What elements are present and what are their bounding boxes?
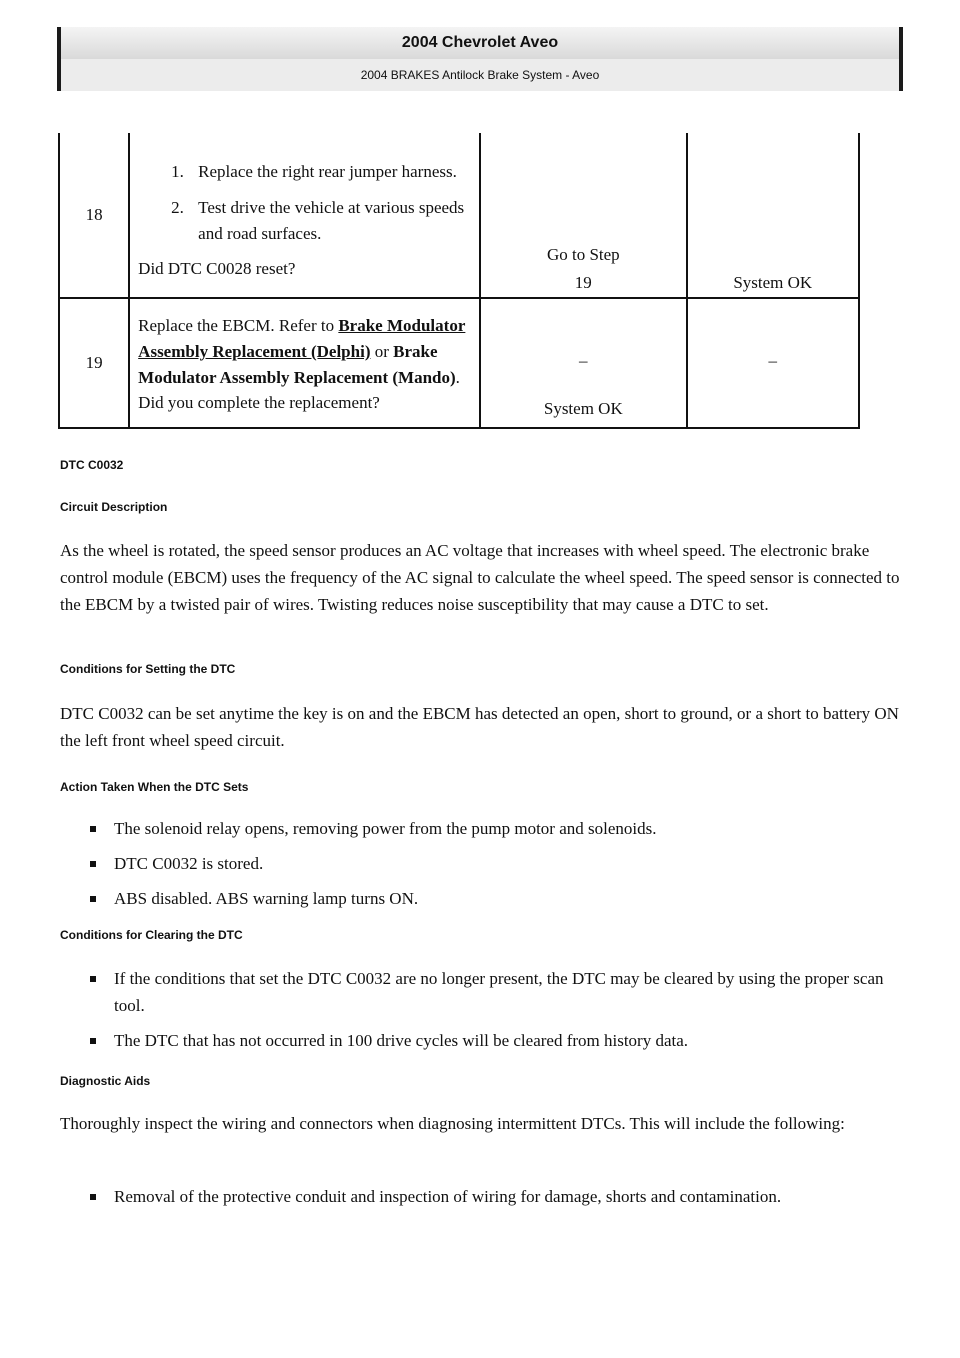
clearing-list	[60, 965, 900, 1054]
aids-list	[60, 1183, 900, 1210]
page-header	[57, 27, 903, 91]
action-list	[60, 815, 900, 912]
list-item: 2. Test drive the vehicle at various speeds and road surfaces.	[188, 195, 479, 247]
yes-value: 19	[574, 273, 592, 292]
no-column	[687, 133, 859, 298]
step-action	[129, 298, 480, 428]
instruction-text: .	[455, 368, 460, 387]
instruction-text: or	[370, 342, 394, 361]
conditions-text: DTC C0032 can be set anytime the key is on and the EBCM has detected an open, short to ground, or a short to battery ON the left front wheel speed circuit.	[60, 704, 899, 750]
yes-column	[480, 133, 687, 298]
conditions-heading: Conditions for Setting the DTC	[60, 662, 236, 676]
go-to-step-heading: Go to Step	[546, 245, 620, 264]
list-item: ABS disabled. ABS warning lamp turns ON.	[60, 885, 900, 912]
instruction-text: Replace the EBCM. Refer to	[138, 316, 339, 335]
list-item: The DTC that has not occurred in 100 drive cycles will be cleared from history data.	[60, 1027, 900, 1054]
clearing-heading: Conditions for Clearing the DTC	[60, 928, 243, 942]
yes-value: –	[579, 351, 588, 370]
no-value: System OK	[733, 273, 813, 292]
step-question: Did DTC C0028 reset?	[138, 259, 296, 278]
circuit-heading: Circuit Description	[60, 500, 168, 514]
mando-link[interactable]: Brake Modulator Assembly Replacement (Mando)	[138, 342, 456, 387]
table-row	[59, 298, 859, 428]
dtc-title: DTC C0032	[60, 458, 124, 472]
aids-text: Thoroughly inspect the wiring and connectors when diagnosing intermittent DTCs. This will include the following:	[60, 1114, 845, 1133]
action-list	[138, 159, 479, 247]
yes-column	[480, 298, 687, 428]
yes-system-ok: System OK	[543, 399, 623, 418]
list-item: If the conditions that set the DTC C0032 are no longer present, the DTC may be cleared by using the proper scan tool.	[60, 965, 900, 1019]
header-subtitle: 2004 BRAKES Antilock Brake System - Aveo	[61, 59, 899, 91]
list-item: The solenoid relay opens, removing power from the pump motor and solenoids.	[60, 815, 900, 842]
diagnostic-step-table	[58, 133, 860, 429]
step-instruction	[138, 313, 479, 391]
header-title: 2004 Chevrolet Aveo	[61, 27, 899, 59]
step-question: Did you complete the replacement?	[138, 393, 380, 412]
no-column	[687, 298, 859, 428]
no-value: –	[768, 351, 778, 370]
delphi-link[interactable]: Brake Modulator Assembly Replacement (Delphi)	[138, 316, 466, 361]
step-number: 18	[59, 133, 129, 298]
list-item: Removal of the protective conduit and inspection of wiring for damage, shorts and contamination.	[60, 1183, 900, 1210]
list-item: DTC C0032 is stored.	[60, 850, 900, 877]
step-action	[129, 133, 480, 298]
action-heading: Action Taken When the DTC Sets	[60, 780, 249, 794]
table-row	[59, 133, 859, 298]
list-item: 1. Replace the right rear jumper harness.	[188, 159, 479, 185]
step-number: 19	[59, 298, 129, 428]
aids-heading: Diagnostic Aids	[60, 1074, 151, 1088]
circuit-description: As the wheel is rotated, the speed sensor produces an AC voltage that increases with wheel speed. The electronic brake control module (EBCM) uses the frequency of the AC signal to calculate the wheel speed. The speed sensor is connected to the EBCM by a twisted pair of wires. Twisting reduces noise susceptibility that may cause a DTC to set.	[60, 541, 900, 614]
